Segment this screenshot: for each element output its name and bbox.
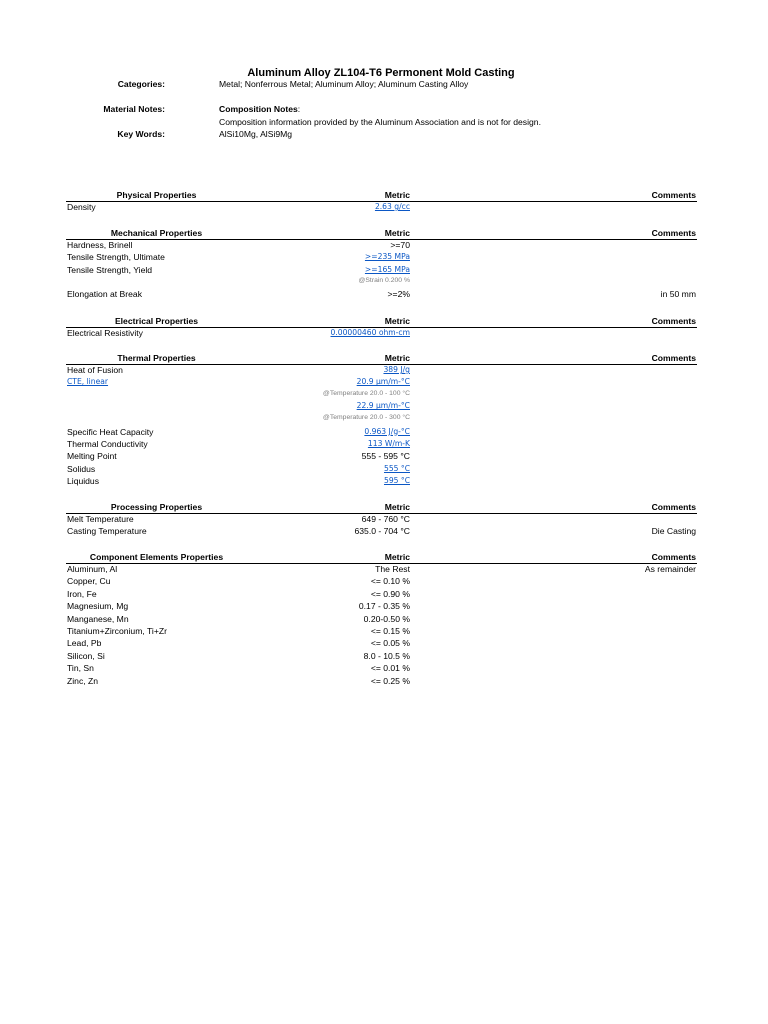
section-title: Component Elements Properties	[89, 552, 224, 562]
element-name: Zinc, Zn	[67, 675, 99, 686]
mechanical-properties-section	[66, 227, 697, 301]
thermal-properties-section	[66, 352, 697, 489]
table-row	[66, 564, 697, 576]
section-title: Processing Properties	[110, 502, 203, 512]
comments-column-header: Comments	[651, 228, 696, 238]
metric-column-header: Metric	[384, 502, 410, 512]
metric-value: >=2%	[387, 288, 410, 299]
table-row	[66, 401, 697, 413]
composition-notes-colon: :	[297, 104, 301, 114]
metric-value: <= 0.90 %	[370, 588, 410, 599]
property-name: Specific Heat Capacity	[67, 426, 154, 437]
element-name: Copper, Cu	[67, 576, 111, 587]
metric-value: <= 0.10 %	[370, 576, 410, 587]
composition-notes-text: Composition information provided by the Aluminum Association and is not for design.	[219, 117, 541, 127]
property-name: Melt Temperature	[67, 514, 134, 524]
table-row	[66, 676, 697, 688]
comments-column-header: Comments	[651, 316, 696, 326]
section-title: Mechanical Properties	[110, 228, 203, 238]
metric-value-link[interactable]: 595 °C	[383, 476, 410, 486]
metric-value-link[interactable]: 0.00000460 ohm-cm	[330, 328, 410, 337]
composition-notes-label: Composition Notes	[219, 104, 298, 114]
metric-value: >=70	[390, 240, 410, 250]
processing-properties-section	[66, 501, 697, 539]
table-row	[66, 601, 697, 613]
table-row	[66, 464, 697, 476]
property-name: Tensile Strength, Ultimate	[67, 252, 165, 263]
comments-column-header: Comments	[651, 353, 696, 363]
metric-value: <= 0.25 %	[370, 675, 410, 686]
metric-value-link[interactable]: 22.9 µm/m-°C	[356, 401, 410, 411]
metric-value: 8.0 - 10.5 %	[363, 650, 410, 661]
property-name: Elongation at Break	[67, 288, 143, 299]
section-header	[66, 551, 697, 564]
metric-value-link[interactable]: >=165 MPa	[364, 264, 410, 274]
table-row	[66, 289, 697, 301]
property-name: Hardness, Brinell	[67, 240, 133, 250]
metric-value-link[interactable]: 0.963 J/g-°C	[364, 426, 410, 436]
property-name: Tensile Strength, Yield	[67, 264, 153, 275]
condition-row	[66, 414, 697, 427]
material-notes-label: Material Notes:	[103, 104, 165, 114]
comment-value: As remainder	[644, 564, 696, 574]
property-name: Melting Point	[67, 451, 117, 462]
metric-column-header: Metric	[384, 353, 410, 363]
element-name: Lead, Pb	[67, 638, 102, 649]
element-name: Magnesium, Mg	[67, 601, 129, 612]
table-row	[66, 451, 697, 463]
metric-value: <= 0.01 %	[370, 663, 410, 674]
table-row	[66, 576, 697, 588]
section-header	[66, 501, 697, 514]
metric-value-link[interactable]: 113 W/m-K	[367, 438, 410, 448]
table-row	[66, 638, 697, 650]
comments-column-header: Comments	[651, 190, 696, 200]
section-title: Thermal Properties	[117, 353, 196, 363]
table-row	[66, 202, 697, 214]
element-name: Aluminum, Al	[67, 564, 118, 574]
condition-note: @Temperature 20.0 - 100 °C	[322, 389, 410, 397]
metric-value-link[interactable]: >=235 MPa	[364, 252, 410, 262]
metric-column-header: Metric	[384, 190, 410, 200]
categories-value: Metal; Nonferrous Metal; Aluminum Alloy; Aluminum Casting Alloy	[219, 79, 469, 89]
property-name: Casting Temperature	[67, 526, 147, 537]
section-header	[66, 352, 697, 365]
metric-column-header: Metric	[384, 552, 410, 562]
component-elements-section	[66, 551, 697, 688]
section-title: Physical Properties	[116, 190, 197, 200]
metric-column-header: Metric	[384, 228, 410, 238]
physical-properties-section	[66, 189, 697, 214]
table-row	[66, 651, 697, 663]
condition-note: @Strain 0.200 %	[358, 277, 410, 285]
element-name: Tin, Sn	[67, 663, 94, 674]
metric-value: 649 - 760 °C	[361, 514, 410, 524]
table-row	[66, 614, 697, 626]
metric-value: <= 0.05 %	[370, 638, 410, 649]
metric-value-link[interactable]: 20.9 µm/m-°C	[356, 377, 410, 387]
property-name-link[interactable]: CTE, linear	[67, 377, 109, 387]
section-title: Electrical Properties	[114, 316, 199, 326]
comments-column-header: Comments	[651, 552, 696, 562]
key-words-value: AlSi10Mg, AlSi9Mg	[219, 129, 293, 139]
table-row	[66, 626, 697, 638]
metric-value: 635.0 - 704 °C	[354, 526, 410, 537]
metric-value: The Rest	[375, 564, 410, 574]
element-name: Titanium+Zirconium, Ti+Zr	[67, 625, 167, 636]
metric-value: 0.20-0.50 %	[363, 613, 410, 624]
table-row	[66, 439, 697, 451]
section-header	[66, 227, 697, 240]
property-name: Liquidus	[67, 476, 100, 487]
metric-value-link[interactable]: 555 °C	[383, 463, 410, 473]
table-row	[66, 328, 697, 340]
property-name: Density	[67, 202, 96, 212]
comment-value: in 50 mm	[660, 288, 696, 299]
table-row	[66, 663, 697, 675]
composition-notes-heading	[219, 105, 300, 114]
condition-row	[66, 277, 697, 289]
metric-value: 0.17 - 0.35 %	[358, 601, 410, 612]
metric-value-link[interactable]: 389 J/g	[383, 365, 410, 374]
section-header	[66, 315, 697, 328]
table-row	[66, 476, 697, 488]
metric-value: 555 - 595 °C	[361, 451, 410, 462]
property-name: Thermal Conductivity	[67, 438, 148, 449]
element-name: Silicon, Si	[67, 650, 105, 661]
table-row	[66, 526, 697, 538]
condition-row	[66, 390, 697, 402]
condition-note: @Temperature 20.0 - 300 °C	[322, 413, 410, 421]
element-name: Manganese, Mn	[67, 613, 129, 624]
element-name: Iron, Fe	[67, 588, 97, 599]
key-words-label: Key Words:	[117, 129, 165, 139]
table-row	[66, 240, 697, 252]
section-header	[66, 189, 697, 202]
table-row	[66, 589, 697, 601]
property-name: Heat of Fusion	[67, 365, 123, 375]
metric-column-header: Metric	[384, 316, 410, 326]
property-name: Electrical Resistivity	[67, 328, 143, 338]
comments-column-header: Comments	[651, 502, 696, 512]
property-name: Solidus	[67, 463, 96, 474]
metric-value: <= 0.15 %	[370, 625, 410, 636]
table-row	[66, 265, 697, 277]
electrical-properties-section	[66, 315, 697, 340]
table-row	[66, 377, 697, 389]
categories-label: Categories:	[117, 79, 165, 89]
table-row	[66, 514, 697, 526]
table-row	[66, 365, 697, 377]
metric-value-link[interactable]: 2.63 g/cc	[374, 202, 410, 211]
page-title: Aluminum Alloy ZL104-T6 Permonent Mold Casting	[247, 67, 515, 79]
table-row	[66, 252, 697, 264]
comment-value: Die Casting	[651, 526, 696, 537]
table-row	[66, 427, 697, 439]
